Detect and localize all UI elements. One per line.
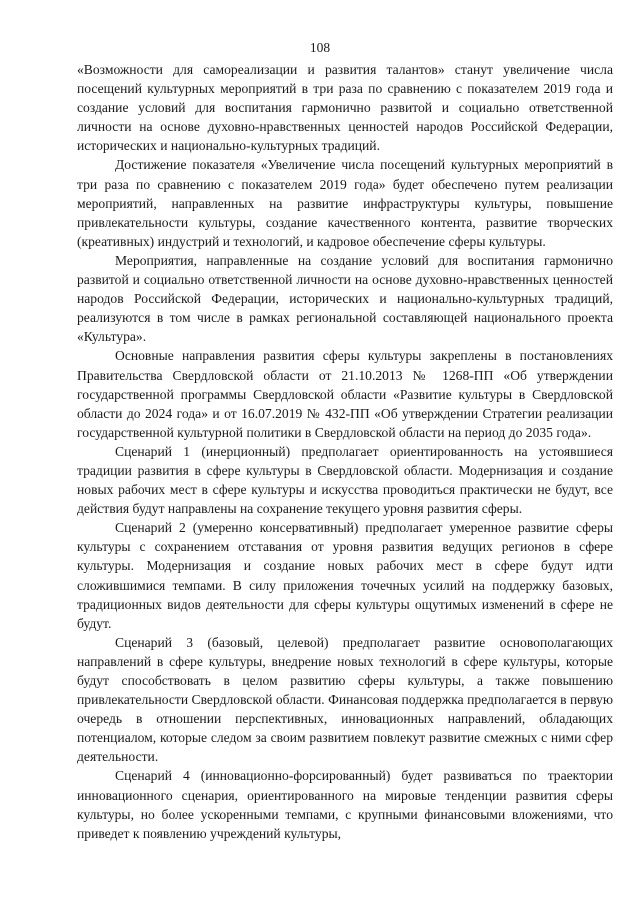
paragraph-continuation: «Возможности для самореализации и развития талантов» станут увеличение числа посещений культурных мероприятий в три раза по сравнению с показателем 2019 года и создание условий для воспитания гармонично развитой и социально ответственной личности на основе духовно-нравственных ценностей народов Российской Федерации, исторических и национально-культурных традиций. — [77, 62, 613, 154]
paragraph-main-directions: Основные направления развития сферы культуры закреплены в постановлениях Правительства Свердловской области от 21.10.2013 № 1268-ПП «Об утверждении государственной программы Свердловской области «Развитие культуры в Свердловской области до 2024 года» и от 16.07.2019 № 432-ПП «Об утверждении Стратегии реализации государственной культурной политики в Свердловской области на период до 2035 года». — [77, 348, 613, 440]
paragraph-scenario-1: Сценарий 1 (инерционный) предполагает ориентированность на устоявшиеся традиции развития в сфере культуры в Свердловской области. Модернизация и создание новых рабочих мест в сфере культуры и искусства проводиться практически не будут, все действия будут направлены на сохранение текущего уровня развития сферы. — [77, 443, 613, 517]
paragraph-scenario-4: Сценарий 4 (инновационно-форсированный) будет развиваться по траектории инновационного сценария, ориентированного на мировые тенденции развития сферы культуры, но более ускоренными темпами, с крупными финансовыми вложениями, что приведет к появлению учреждений культуры, — [77, 768, 613, 841]
paragraph-scenario-2: Сценарий 2 (умеренно консервативный) предполагает умеренное развитие сферы культуры с сохранением отставания от уровня развития ведущих регионов в сфере культуры. Модернизация и создание новых рабочих мест в сфере будут идти сложившимися темпами. В силу приложения точечных усилий на поддержку базовых, традиционных видов деятельности для сферы культуры ощутимых изменений в сфере не будут. — [77, 520, 613, 631]
paragraph-scenario-3: Сценарий 3 (базовый, целевой) предполагает развитие основополагающих направлений в сфере культуры, внедрение новых технологий в сфере культуры, которые будут способствовать в целом развитию сферы культуры, а также повышению привлекательности Свердловской области. Финансовая поддержка предполагается в первую очередь в отношении перспективных, инновационных направлений, обладающих потенциалом, которые следом за своим развитием повлекут развитие смежных с ними сфер деятельности. — [77, 634, 613, 765]
paragraph-activities: Мероприятия, направленные на создание условий для воспитания гармонично развитой и социально ответственной личности на основе духовно-нравственных ценностей народов Российской Федерации, исторических и национально-культурных традиций, реализуются в том числе в рамках региональной составляющей национального проекта «Культура». — [77, 252, 613, 345]
document-body — [77, 60, 613, 843]
page-number: 108 — [309, 40, 331, 55]
paragraph-indicator-achievement: Достижение показателя «Увеличение числа посещений культурных мероприятий в три раза по сравнению с показателем 2019 года» будет обеспечено путем реализации мероприятий, направленных на развитие инфраструктуры культуры, повышение привлекательности культуры, создание качественного контента, развитие творческих (креативных) индустрий и технологий, и кадровое обеспечение сферы культуры. — [77, 157, 613, 249]
